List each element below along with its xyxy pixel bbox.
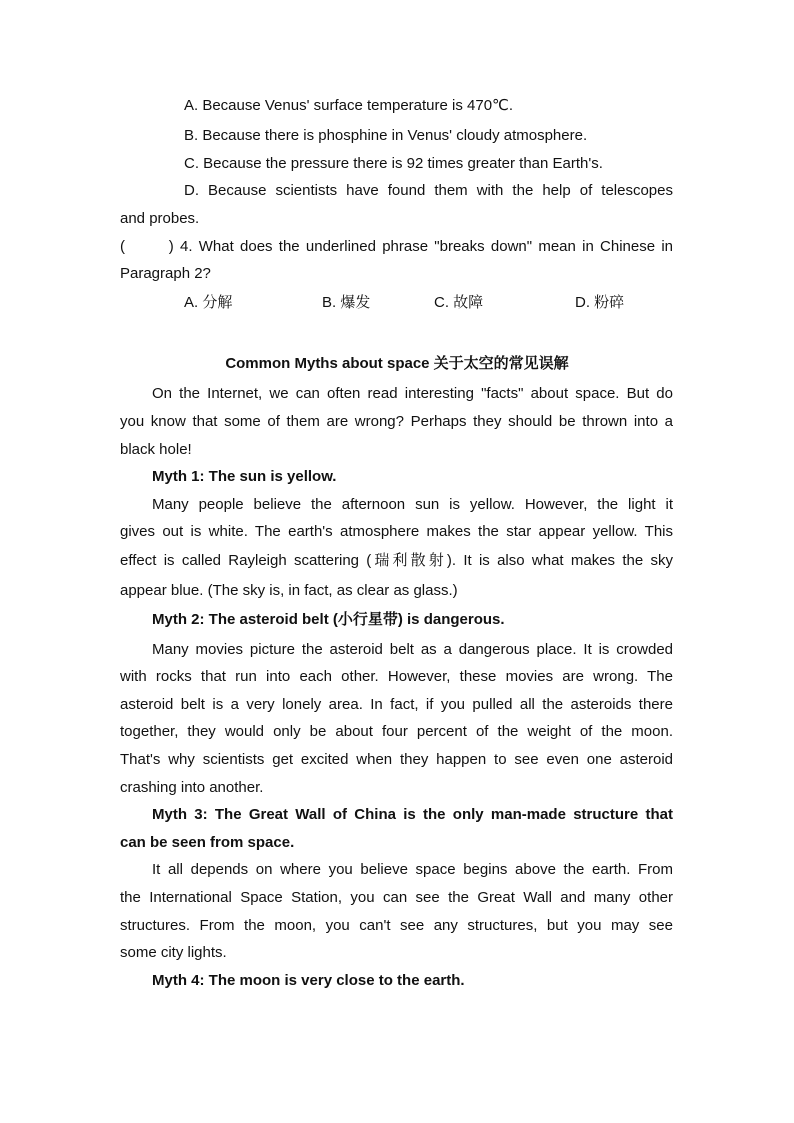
myth2-line-5: That's why scientists get excited when they happen to see even one asteroid bbox=[120, 751, 673, 768]
myth2-line-2: with rocks that run into each other. However, these movies are wrong. The bbox=[120, 668, 673, 685]
q3-option-a: A. Because Venus' surface temperature is 470℃. bbox=[184, 97, 514, 114]
myth4-heading: Myth 4: The moon is very close to the earth. bbox=[152, 972, 465, 989]
intro-line-2: you know that some of them are wrong? Perhaps they should be thrown into a bbox=[120, 413, 673, 430]
myth1-line-3: effect is called Rayleigh scattering (瑞利散射). It is also what makes the sky bbox=[120, 552, 673, 569]
q3-option-d-line2: and probes. bbox=[120, 210, 200, 227]
myth2-line-3: asteroid belt is a very lonely area. In fact, if you pulled all the asteroids there bbox=[120, 696, 673, 713]
myth2-line-4: together, they would only be about four percent of the weight of the moon. bbox=[120, 723, 673, 740]
myth1-heading: Myth 1: The sun is yellow. bbox=[152, 468, 337, 485]
q4-option-b: B. 爆发 bbox=[322, 294, 371, 311]
myth2-heading: Myth 2: The asteroid belt (小行星带) is dangerous. bbox=[152, 611, 505, 628]
myth2-line-1: Many movies picture the asteroid belt as a dangerous place. It is crowded bbox=[152, 641, 673, 658]
myth3-line-1: It all depends on where you believe space begins above the earth. From bbox=[152, 861, 673, 878]
myth3-heading-line1: Myth 3: The Great Wall of China is the only man-made structure that bbox=[152, 806, 673, 823]
myth3-line-4: some city lights. bbox=[120, 944, 227, 961]
myth3-heading-line2: can be seen from space. bbox=[120, 834, 295, 851]
q4-option-d: D. 粉碎 bbox=[575, 294, 625, 311]
myth1-line-4: appear blue. (The sky is, in fact, as clear as glass.) bbox=[120, 582, 458, 599]
q4-option-c: C. 故障 bbox=[434, 294, 484, 311]
q4-stem-line1: ( ) 4. What does the underlined phrase "breaks down" mean in Chinese in bbox=[120, 238, 673, 255]
q3-option-c: C. Because the pressure there is 92 times greater than Earth's. bbox=[184, 155, 603, 172]
myth3-line-3: structures. From the moon, you can't see any structures, but you may see bbox=[120, 917, 673, 934]
q4-stem-line2: Paragraph 2? bbox=[120, 265, 211, 282]
q3-option-b: B. Because there is phosphine in Venus' cloudy atmosphere. bbox=[184, 127, 588, 144]
myth3-line-2: the International Space Station, you can see the Great Wall and many other bbox=[120, 889, 673, 906]
q4-option-a: A. 分解 bbox=[184, 294, 233, 311]
q3-option-d-line1: D. Because scientists have found them with the help of telescopes bbox=[184, 182, 673, 199]
myth2-line-6: crashing into another. bbox=[120, 779, 264, 796]
myth1-line-1: Many people believe the afternoon sun is yellow. However, the light it bbox=[152, 496, 673, 513]
myth1-line-2: gives out is white. The earth's atmosphere makes the star appear yellow. This bbox=[120, 523, 673, 540]
intro-line-1: On the Internet, we can often read interesting "facts" about space. But do bbox=[152, 385, 673, 402]
intro-line-3: black hole! bbox=[120, 441, 192, 458]
article-title: Common Myths about space 关于太空的常见误解 bbox=[225, 355, 569, 372]
